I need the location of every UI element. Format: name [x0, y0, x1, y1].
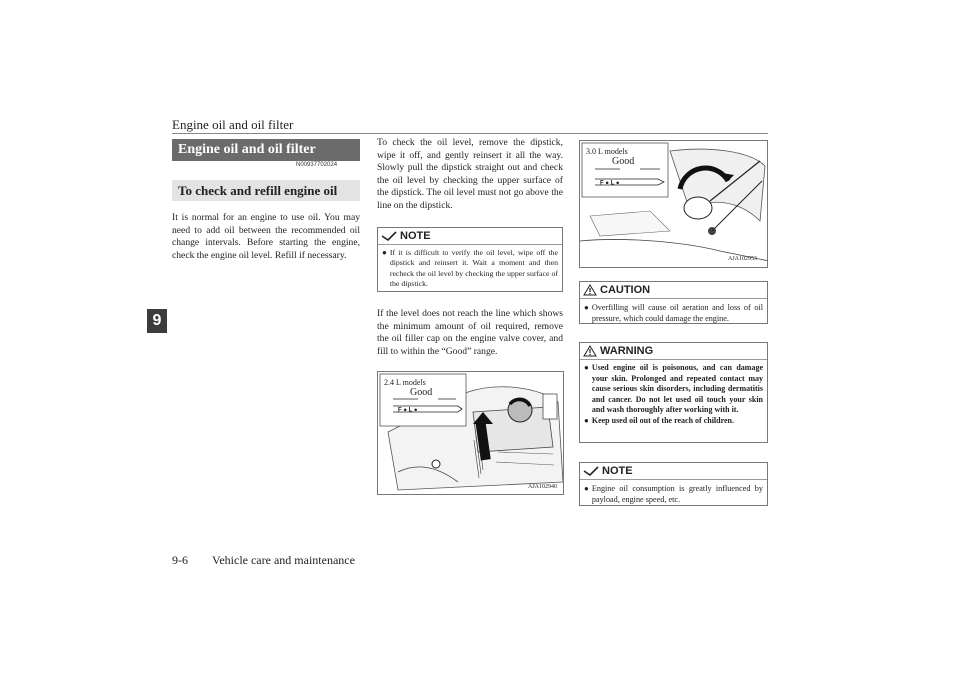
check-paragraph: To check the oil level, remove the dipstick, wipe it off, and gently reinsert it all the way. Slowly pull the dipstick straight out and check the oil level by checking the upper surface of the dipstick. The oil level must not go above the line on the dipstick. [377, 137, 563, 211]
figure-model-label: 3.0 L models [586, 147, 628, 156]
page-number: 9-6 [172, 553, 188, 567]
figure-code: AJA102940 [528, 484, 558, 490]
dipstick-mark-f: F ● L ● [600, 180, 620, 187]
note-box [579, 462, 768, 506]
warning-box [579, 342, 768, 443]
bullet-icon: ● [584, 415, 589, 425]
warning-item: ● Used engine oil is poisonous, and can damage your skin. Prolonged and repeated contact may cause serious skin disorders, including dermatitis and cancer. Do not let used oil touch your skin and wash thoroughly after working with it. [584, 363, 763, 415]
section-subtitle: To check and refill engine oil [172, 180, 360, 201]
running-head: Engine oil and oil filter [172, 117, 294, 132]
engine-illustration [580, 141, 768, 268]
footer-section: Vehicle care and maintenance [212, 553, 355, 567]
warning-header [580, 343, 767, 360]
caution-item: ● Overfilling will cause oil aeration and loss of oil pressure, which could damage the engine. [584, 303, 763, 323]
bullet-icon: ● [584, 484, 589, 493]
figure-code: AJA102953 [728, 256, 758, 262]
caution-header [580, 282, 767, 299]
caution-box [579, 281, 768, 324]
pencil-icon [583, 466, 599, 476]
caution-label: CAUTION [600, 284, 651, 296]
bullet-icon: ● [382, 248, 387, 257]
engine-illustration [378, 372, 564, 495]
figure-model-label: 2.4 L models [384, 378, 426, 387]
pencil-icon [381, 231, 397, 241]
note-label: NOTE [602, 465, 633, 477]
header-rule [172, 133, 768, 134]
dipstick-mark-f: F ● L ● [398, 407, 418, 414]
chapter-tab: 9 [147, 309, 167, 333]
warning-item: ● Keep used oil out of the reach of children. [584, 415, 734, 425]
good-range-label: Good [612, 156, 635, 167]
warning-triangle-icon [583, 284, 597, 296]
note-box [377, 227, 563, 292]
warning-label: WARNING [600, 345, 654, 357]
warning-triangle-icon [583, 345, 597, 357]
engine-figure-3-0 [579, 140, 768, 268]
good-range-label: Good [410, 387, 433, 398]
intro-paragraph: It is normal for an engine to use oil. You may need to add oil between the recommended oil change intervals. Before starting the engine, check the engine oil level. Refill if necessary. [172, 212, 360, 261]
bullet-icon: ● [584, 363, 589, 372]
section-code: N00937702024 [296, 162, 338, 168]
note-item: ● If it is difficult to verify the oil level, wipe off the dipstick and reinsert it. Wait a moment and then recheck the oil level by checking the upper surface of the dipstick. [382, 248, 558, 289]
note-header [378, 228, 562, 245]
note-header [580, 463, 767, 480]
section-title: Engine oil and oil filter [172, 139, 360, 161]
refill-paragraph: If the level does not reach the line which shows the minimum amount of oil required, remove the oil filler cap on the engine valve cover, and fill to within the “Good” range. [377, 308, 563, 357]
note-label: NOTE [400, 230, 431, 242]
note-item: ● Engine oil consumption is greatly influenced by payload, engine speed, etc. [584, 484, 763, 504]
engine-figure-2-4 [377, 371, 564, 495]
bullet-icon: ● [584, 303, 589, 312]
